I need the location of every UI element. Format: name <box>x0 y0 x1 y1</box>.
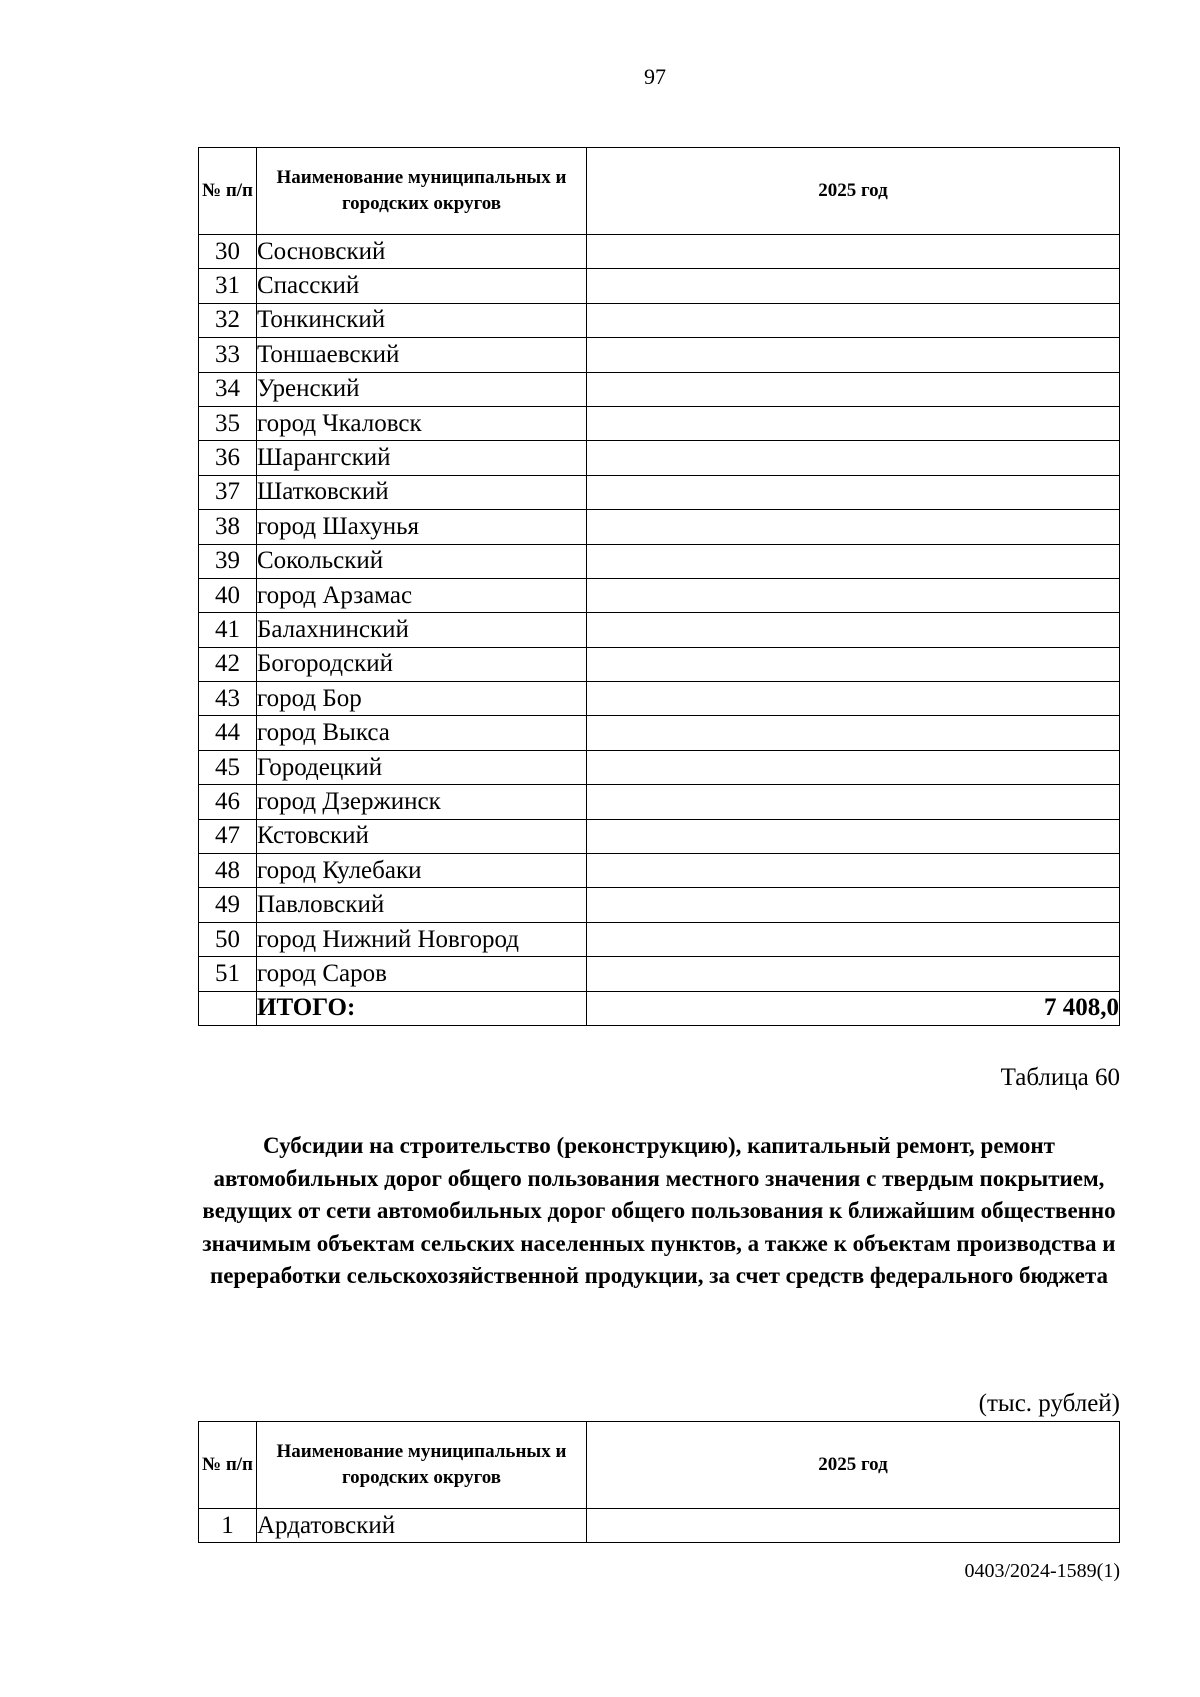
row-number: 33 <box>199 338 257 372</box>
table-row <box>199 785 1120 819</box>
table-header-row <box>199 1422 1120 1509</box>
row-number: 39 <box>199 544 257 578</box>
table-row <box>199 338 1120 372</box>
amount-cell <box>587 750 1120 784</box>
allocation-table-60 <box>198 1421 1120 1543</box>
amount-cell <box>587 785 1120 819</box>
district-name: Сокольский <box>257 544 587 578</box>
total-row <box>199 991 1120 1025</box>
table-row <box>199 544 1120 578</box>
row-number: 35 <box>199 406 257 440</box>
amount-cell <box>587 578 1120 612</box>
district-name: город Дзержинск <box>257 785 587 819</box>
amount-cell <box>587 269 1120 303</box>
row-number: 32 <box>199 303 257 337</box>
amount-cell <box>587 888 1120 922</box>
table-row <box>199 888 1120 922</box>
amount-cell <box>587 854 1120 888</box>
header-num: № п/п <box>199 1422 257 1509</box>
row-number: 41 <box>199 613 257 647</box>
district-name: Тонкинский <box>257 303 587 337</box>
district-name: Сосновский <box>257 235 587 269</box>
district-name: город Чкаловск <box>257 406 587 440</box>
table-row <box>199 716 1120 750</box>
table-row <box>199 475 1120 509</box>
table-row <box>199 922 1120 956</box>
district-name: Ардатовский <box>257 1509 587 1543</box>
district-name: Кстовский <box>257 819 587 853</box>
district-name: Городецкий <box>257 750 587 784</box>
district-name: Уренский <box>257 372 587 406</box>
row-number: 30 <box>199 235 257 269</box>
row-number: 31 <box>199 269 257 303</box>
document-code: 0403/2024-1589(1) <box>964 1560 1120 1582</box>
row-number: 43 <box>199 682 257 716</box>
table-body <box>199 235 1120 1026</box>
amount-cell <box>587 819 1120 853</box>
amount-cell <box>587 303 1120 337</box>
table-row <box>199 613 1120 647</box>
amount-cell <box>587 406 1120 440</box>
amount-cell <box>587 338 1120 372</box>
table-row <box>199 682 1120 716</box>
amount-cell <box>587 957 1120 991</box>
row-number: 51 <box>199 957 257 991</box>
table-header-row <box>199 148 1120 235</box>
header-year: 2025 год <box>587 148 1120 235</box>
table-row <box>199 303 1120 337</box>
table-row <box>199 406 1120 440</box>
table-row <box>199 647 1120 681</box>
amount-cell <box>587 544 1120 578</box>
district-name: город Выкса <box>257 716 587 750</box>
table-row <box>199 750 1120 784</box>
table-row <box>199 957 1120 991</box>
table-body <box>199 1509 1120 1543</box>
amount-cell <box>587 716 1120 750</box>
row-number: 45 <box>199 750 257 784</box>
table-row <box>199 819 1120 853</box>
district-name: город Саров <box>257 957 587 991</box>
total-label: ИТОГО: <box>257 991 587 1025</box>
page-number: 97 <box>644 64 666 89</box>
table-row <box>199 1509 1120 1543</box>
row-number: 46 <box>199 785 257 819</box>
district-name: город Нижний Новгород <box>257 922 587 956</box>
row-number: 36 <box>199 441 257 475</box>
district-name: Шарангский <box>257 441 587 475</box>
row-number: 49 <box>199 888 257 922</box>
amount-cell <box>587 922 1120 956</box>
amount-cell <box>587 475 1120 509</box>
amount-cell <box>587 682 1120 716</box>
table-row <box>199 235 1120 269</box>
row-number: 44 <box>199 716 257 750</box>
row-number: 50 <box>199 922 257 956</box>
row-number: 48 <box>199 854 257 888</box>
row-number: 42 <box>199 647 257 681</box>
district-name: город Шахунья <box>257 510 587 544</box>
units-label: (тыс. рублей) <box>978 1390 1120 1417</box>
district-name: Балахнинский <box>257 613 587 647</box>
amount-cell <box>587 647 1120 681</box>
table-row <box>199 854 1120 888</box>
table-60-label: Таблица 60 <box>1000 1064 1120 1091</box>
row-number: 1 <box>199 1509 257 1543</box>
header-name: Наименование муниципальных и городских округов <box>257 1422 587 1509</box>
amount-cell <box>587 441 1120 475</box>
row-number: 38 <box>199 510 257 544</box>
amount-cell <box>587 235 1120 269</box>
table-row <box>199 372 1120 406</box>
total-num-cell <box>199 991 257 1025</box>
table-row <box>199 441 1120 475</box>
amount-cell <box>587 510 1120 544</box>
district-name: город Бор <box>257 682 587 716</box>
amount-cell <box>587 372 1120 406</box>
district-name: город Кулебаки <box>257 854 587 888</box>
district-name: Шатковский <box>257 475 587 509</box>
amount-cell <box>587 613 1120 647</box>
header-year: 2025 год <box>587 1422 1120 1509</box>
header-num: № п/п <box>199 148 257 235</box>
row-number: 37 <box>199 475 257 509</box>
total-value: 7 408,0 <box>587 991 1120 1025</box>
row-number: 34 <box>199 372 257 406</box>
district-name: Павловский <box>257 888 587 922</box>
amount-cell <box>587 1509 1120 1543</box>
district-name: Богородский <box>257 647 587 681</box>
table-60-title: Субсидии на строительство (реконструкцию), капитальный ремонт, ремонт автомобильных дорог общего пользования местного значения с твердым покрытием, ведущих от сети автомобильных дорог общего пользования к ближайшим общественно значимым объектам сельских населенных пунктов, а также к объектам производства и переработки сельскохозяйственной продукции, за счет средств федерального бюджета <box>202 1133 1116 1288</box>
allocation-table-top <box>198 147 1120 1026</box>
row-number: 47 <box>199 819 257 853</box>
row-number: 40 <box>199 578 257 612</box>
district-name: Спасский <box>257 269 587 303</box>
table-row <box>199 510 1120 544</box>
district-name: Тоншаевский <box>257 338 587 372</box>
header-name: Наименование муниципальных и городских округов <box>257 148 587 235</box>
district-name: город Арзамас <box>257 578 587 612</box>
table-row <box>199 578 1120 612</box>
table-row <box>199 269 1120 303</box>
